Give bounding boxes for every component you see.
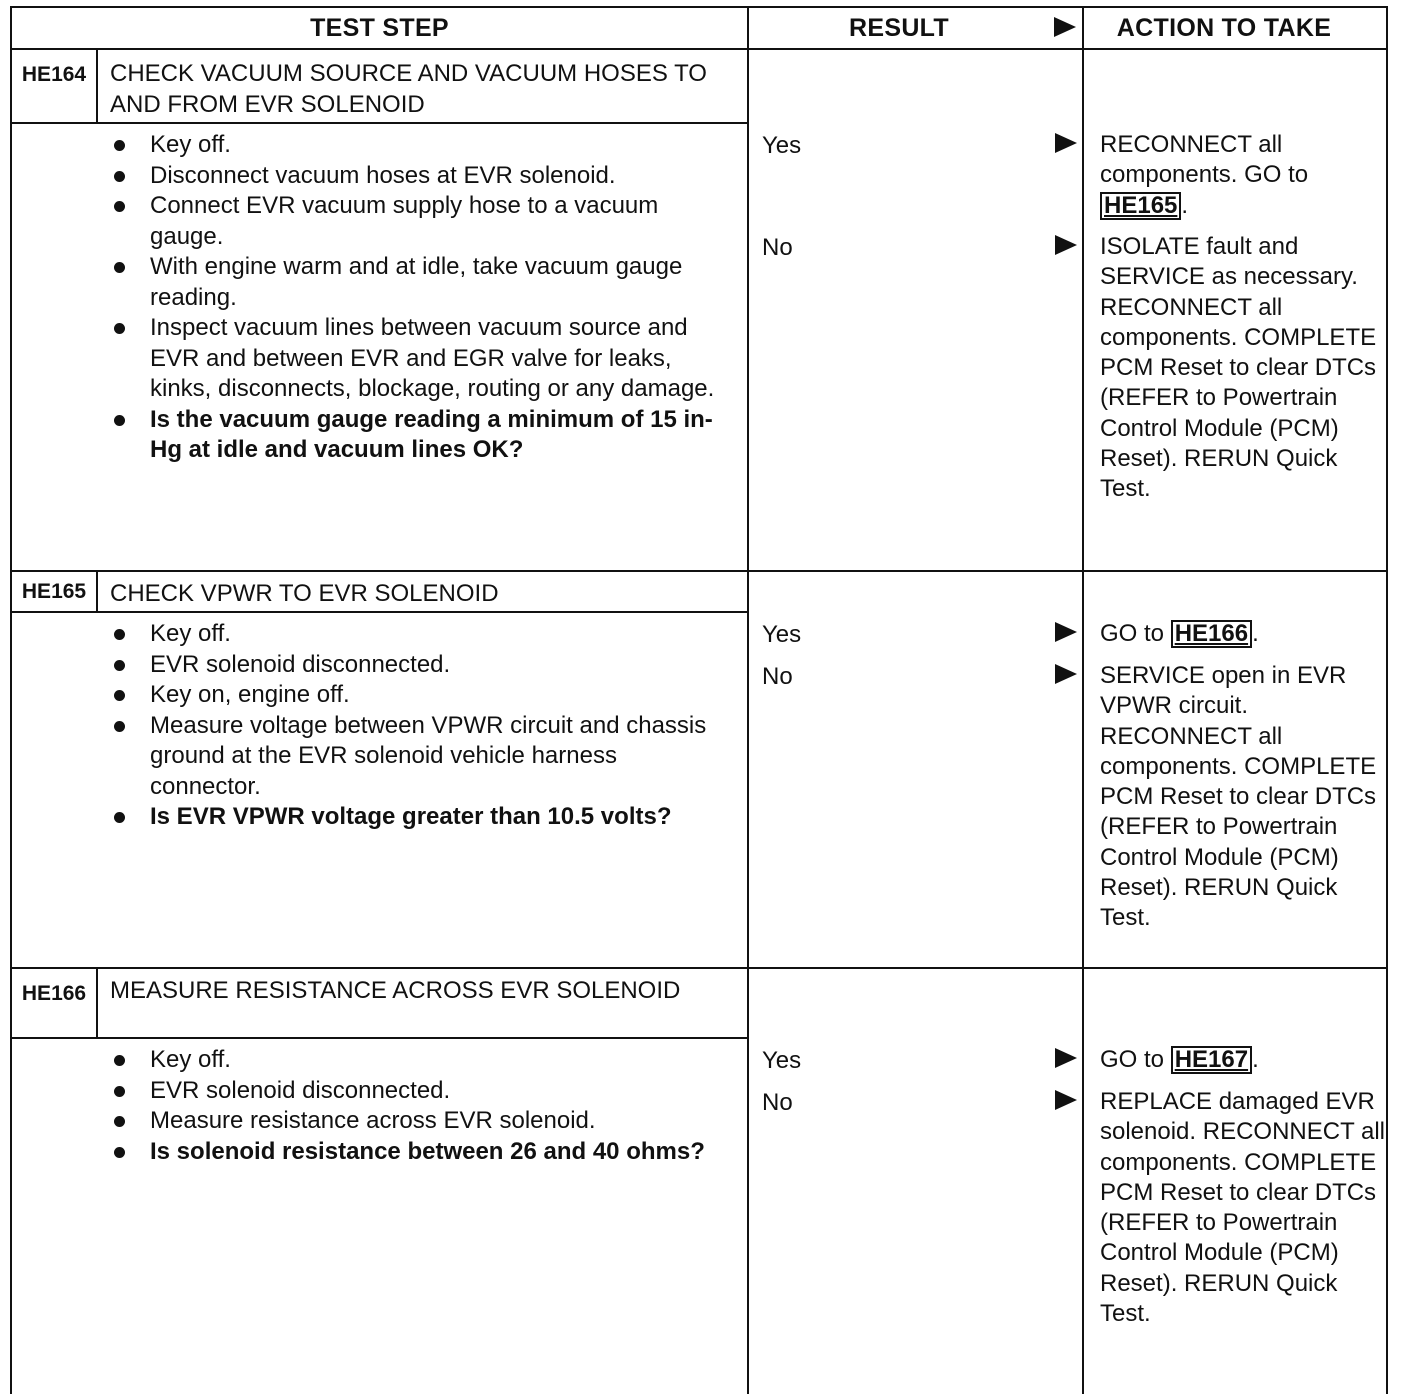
- procedure-item: Measure voltage between VPWR circuit and chassis ground at the EVR solenoid vehicle harness connector.: [104, 711, 734, 803]
- action-suffix: .: [1252, 620, 1259, 647]
- result-yes: Yes: [762, 1047, 802, 1074]
- step-id: HE164: [21, 63, 87, 86]
- step-id-divider: [96, 969, 98, 1039]
- step-procedure-list: [104, 619, 734, 833]
- step-title-divider: [12, 122, 747, 124]
- procedure-item: Key off.: [104, 1045, 734, 1076]
- procedure-item: Key off.: [104, 130, 734, 161]
- column-divider-result: [747, 8, 749, 1394]
- action-no: REPLACE damaged EVR solenoid. RECONNECT all components. COMPLETE PCM Reset to clear DTCs (REFER to Powertrain Control Module (PCM) Reset). RERUN Quick Test.: [1100, 1088, 1385, 1328]
- step-id-divider: [96, 50, 98, 124]
- action-suffix: .: [1181, 191, 1189, 219]
- result-no: No: [762, 1089, 793, 1116]
- action-suffix: .: [1252, 1046, 1259, 1073]
- step-id-divider: [96, 572, 98, 612]
- arrow-icon: [1055, 1090, 1077, 1110]
- step-reference-link[interactable]: HE166: [1171, 620, 1252, 648]
- step-procedure-list: [104, 130, 734, 466]
- header-result: RESULT: [849, 13, 949, 42]
- procedure-item: Connect EVR vacuum supply hose to a vacuum gauge.: [104, 191, 734, 252]
- step-title: MEASURE RESISTANCE ACROSS EVR SOLENOID: [110, 977, 681, 1004]
- action-yes: [1100, 1045, 1385, 1075]
- procedure-item: Disconnect vacuum hoses at EVR solenoid.: [104, 161, 734, 192]
- action-no: SERVICE open in EVR VPWR circuit. RECONNECT all components. COMPLETE PCM Reset to clear DTCs (REFER to Powertrain Control Module (PCM) Reset). RERUN Quick Test.: [1100, 662, 1377, 932]
- step-reference-link[interactable]: HE167: [1171, 1046, 1252, 1074]
- procedure-question: Is the vacuum gauge reading a minimum of 15 in-Hg at idle and vacuum lines OK?: [104, 405, 734, 466]
- action-yes: [1100, 130, 1385, 221]
- step-title-divider: [12, 1037, 747, 1039]
- arrow-icon: [1055, 664, 1077, 684]
- step-id: HE165: [21, 580, 87, 603]
- procedure-item: With engine warm and at idle, take vacuum gauge reading.: [104, 252, 734, 313]
- column-divider-action: [1082, 8, 1084, 1394]
- action-yes: [1100, 619, 1385, 649]
- procedure-question: Is EVR VPWR voltage greater than 10.5 volts?: [104, 802, 734, 833]
- result-no: No: [762, 663, 793, 690]
- action-no: ISOLATE fault and SERVICE as necessary. RECONNECT all components. COMPLETE PCM Reset to clear DTCs (REFER to Powertrain Control Module (PCM) Reset). RERUN Quick Test.: [1100, 233, 1377, 503]
- procedure-item: Inspect vacuum lines between vacuum source and EVR and between EVR and EGR valve for leaks, kinks, disconnects, blockage, routing or any damage.: [104, 313, 734, 405]
- step-reference-link[interactable]: HE165: [1100, 192, 1181, 220]
- header-test-step: TEST STEP: [310, 13, 449, 42]
- action-text: GO to: [1100, 1046, 1171, 1073]
- arrow-icon: [1055, 133, 1077, 153]
- arrow-icon: [1055, 622, 1077, 642]
- header-arrow-icon: [1054, 17, 1076, 37]
- procedure-item: EVR solenoid disconnected.: [104, 650, 734, 681]
- procedure-item: Key on, engine off.: [104, 680, 734, 711]
- procedure-item: Measure resistance across EVR solenoid.: [104, 1106, 734, 1137]
- step-id: HE166: [21, 982, 87, 1005]
- arrow-icon: [1055, 235, 1077, 255]
- result-yes: Yes: [762, 621, 802, 648]
- step-divider: [12, 967, 1386, 969]
- procedure-item: EVR solenoid disconnected.: [104, 1076, 734, 1107]
- step-title: CHECK VPWR TO EVR SOLENOID: [110, 580, 499, 607]
- result-no: No: [762, 234, 793, 261]
- step-title-divider: [12, 611, 747, 613]
- result-yes: Yes: [762, 132, 802, 159]
- step-divider: [12, 570, 1386, 572]
- procedure-question: Is solenoid resistance between 26 and 40 ohms?: [104, 1137, 734, 1168]
- diagnostic-table: [10, 6, 1388, 1394]
- step-title: CHECK VACUUM SOURCE AND VACUUM HOSES TO AND FROM EVR SOLENOID: [110, 60, 707, 118]
- action-text: GO to: [1100, 620, 1171, 647]
- header-action: ACTION TO TAKE: [1116, 13, 1332, 42]
- header-divider: [12, 48, 1386, 50]
- procedure-item: Key off.: [104, 619, 734, 650]
- arrow-icon: [1055, 1048, 1077, 1068]
- action-text: RECONNECT all components. GO to: [1100, 131, 1309, 189]
- step-procedure-list: [104, 1045, 734, 1167]
